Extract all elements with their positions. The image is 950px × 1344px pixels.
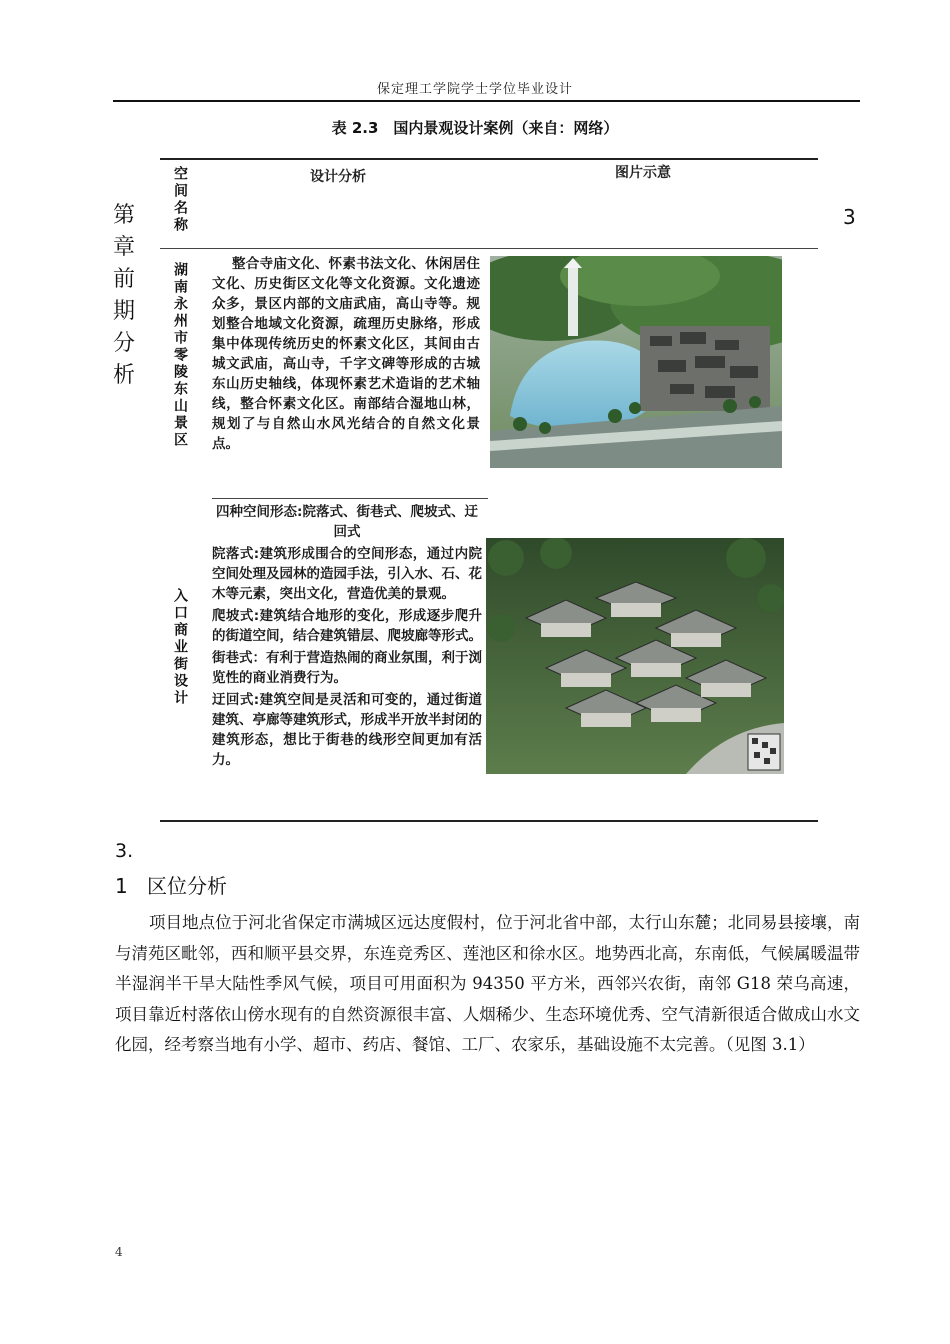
row-1-lake-scenic-image: [490, 256, 782, 468]
row-1-analysis-text: 整合寺庙文化、怀素书法文化、休闲居住文化、历史街区文化等文化资源。文化遗迹众多，景区内部的文庙武庙，高山寺等。规划整合地域文化资源，疏理历史脉络，形成集中体现传统历史的怀素文化区，其间由古城文武庙，高山寺，千字文碑等形成的古城东山历史轴线，体现怀素艺术造诣的艺术轴线，整合怀素文化区。南部结合湿地山林，规划了与自然山水风光结合的自然文化景点。: [212, 256, 480, 452]
lake-scenic-area-illustration: [490, 256, 782, 468]
row-1-space-name: 湖南永州市零陵东山景区: [172, 262, 188, 449]
table-bottom-rule: [160, 820, 818, 822]
row-2-analysis-slope: 爬坡式:建筑结合地形的变化，形成逐步爬升的街道空间，结合建筑错层、爬坡廊等形式。: [212, 608, 482, 644]
row-1-analysis: [212, 254, 480, 454]
section-heading: [115, 870, 227, 899]
header-divider: [113, 100, 860, 102]
column-header-analysis: 设计分析: [310, 169, 366, 185]
table-top-rule: [160, 158, 818, 160]
table-caption: 表 2.3 国内景观设计案例（来自：网络）: [331, 119, 619, 137]
section-number-prefix: 3.: [115, 840, 134, 862]
row-2-analysis-intro: 四种空间形态:院落式、街巷式、爬坡式、迂回式: [216, 504, 478, 540]
row-2-analysis-winding: 迂回式:建筑空间是灵活和可变的，通过街道建筑、亭廊等建筑形式，形成半开放半封闭的建筑形态，想比于街巷的线形空间更加有活力。: [212, 692, 482, 768]
section-title: 区位分析: [147, 874, 227, 898]
section-body-paragraph: 项目地点位于河北省保定市满城区远达度假村，位于河北省中部，太行山东麓；北同易县接壤，南与清苑区毗邻，西和顺平县交界，东连竞秀区、莲池区和徐水区。地势西北高，东南低，气候属暖温带半湿润半干旱大陆性季风气候，项目可用面积为 94350 平方米，西邻兴农街，南邻 G18 荣乌高速，项目靠近村落依山傍水现有的自然资源很丰富、人烟稀少、生态环境优秀、空气清新很适合做成山水文化园，经考察当地有小学、超市、药店、餐馆、工厂、农家乐，基础设施不太完善。（见图 3.1）: [115, 913, 860, 1054]
row-2-analysis-street: 街巷式：有利于营造热闹的商业氛围，利于浏览性的商业消费行为。: [212, 650, 482, 686]
section-number: 1: [115, 874, 128, 898]
column-header-image: 图片示意: [615, 165, 671, 181]
case-study-table: [160, 156, 818, 824]
column-header-space-name: 空间名称: [172, 166, 188, 234]
row-2-analysis-courtyard: 院落式:建筑形成围合的空间形态，通过内院空间处理及园林的造园手法，引入水、石、花木等元素，突出文化，营造优美的景观。: [212, 546, 482, 602]
page-header-title: 保定理工学院学士学位毕业设计: [376, 82, 573, 97]
row-2-analysis: [212, 502, 482, 770]
commercial-street-aerial-illustration: [486, 538, 784, 774]
chapter-side-label: [112, 200, 142, 392]
chapter-number: 3: [843, 205, 856, 229]
row-2-commercial-street-image: [486, 538, 784, 774]
table-header-rule: [160, 248, 818, 249]
chapter-side-text: 第章前期分析: [112, 203, 135, 388]
page-number: 4: [115, 1245, 123, 1259]
row-2-space-name: 入口商业街设计: [172, 588, 188, 707]
row-divider: [212, 498, 488, 499]
